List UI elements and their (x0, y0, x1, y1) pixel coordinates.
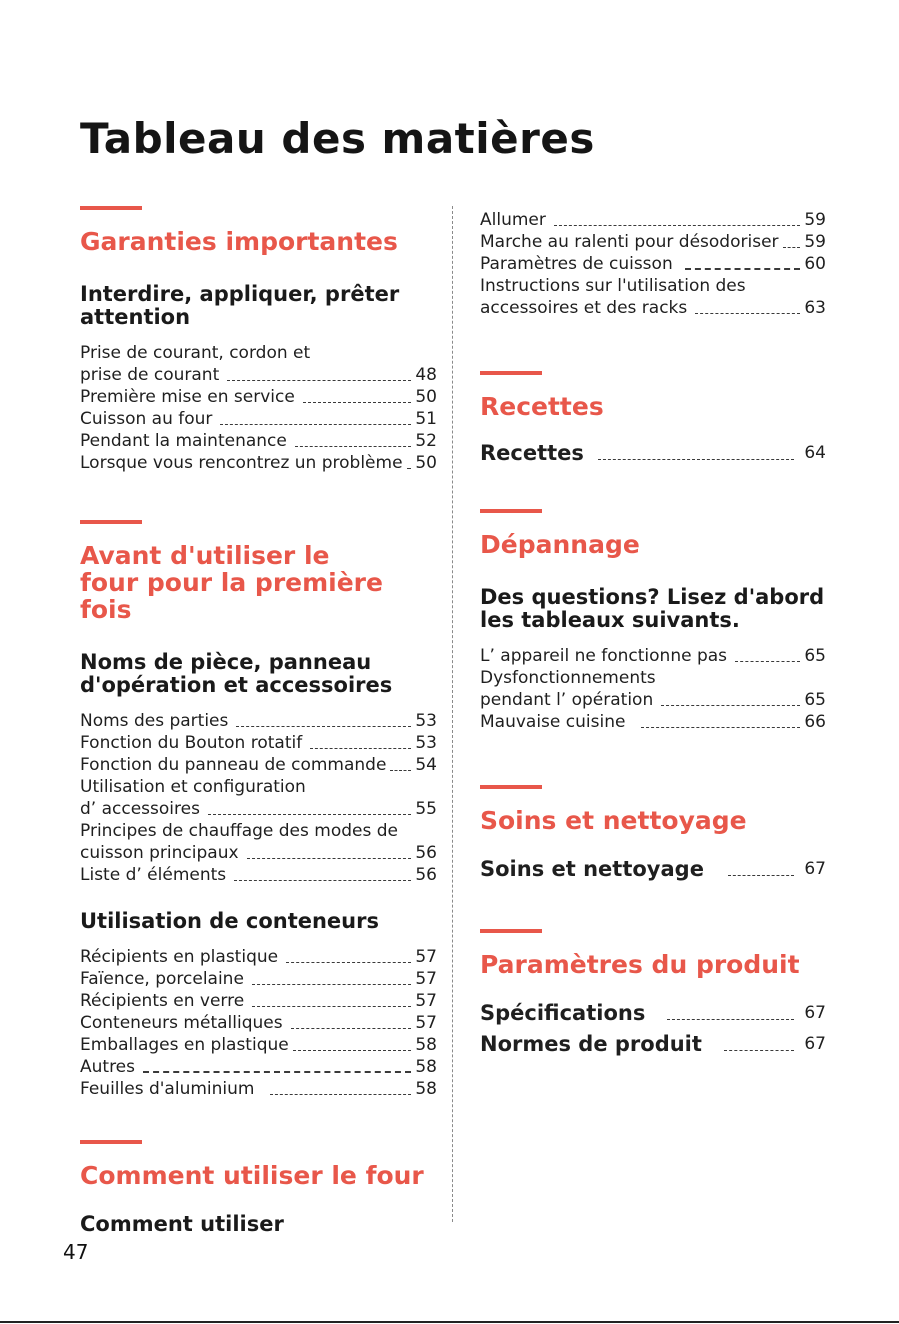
leader-dots (390, 770, 411, 771)
leader-dots (735, 661, 800, 662)
toc-entry[interactable] (80, 732, 437, 754)
toc-entry-page: 67 (804, 1034, 826, 1054)
toc-entry-label: Feuilles d'aluminium (80, 1079, 255, 1099)
toc-entry-page: 65 (804, 690, 826, 710)
toc-entry-label: Cuisson au four (80, 409, 213, 429)
section-depannage (480, 509, 826, 733)
toc-entry[interactable] (480, 209, 826, 231)
toc-entry-label: Instructions sur l'utilisation des (480, 276, 746, 296)
toc-entry-label: Pendant la maintenance (80, 431, 287, 451)
toc-entry-page: 66 (804, 712, 826, 732)
toc-entry-label: Autres (80, 1057, 136, 1077)
toc-entry[interactable] (480, 297, 826, 319)
section-accent-bar (80, 520, 142, 524)
toc-entry-label: Soins et nettoyage (480, 857, 704, 881)
leader-dots (407, 468, 412, 469)
toc-entry-page: 67 (804, 859, 826, 879)
toc-entry[interactable] (80, 1034, 437, 1056)
leader-dots (598, 459, 794, 460)
toc-entry[interactable] (80, 968, 437, 990)
subsection-title: Utilisation de conteneurs (80, 909, 379, 933)
continued-entries (480, 206, 826, 319)
subsection-title: Noms de pièce, panneau d'opération et accessoires (80, 650, 393, 697)
section-title: Dépannage (480, 530, 640, 559)
section-parametres (480, 929, 826, 1060)
toc-entry-page: 54 (415, 755, 437, 775)
toc-entry[interactable] (480, 275, 826, 297)
toc-entry[interactable] (480, 253, 826, 275)
toc-entry[interactable] (80, 776, 437, 798)
toc-entry-label: Conteneurs métalliques (80, 1013, 283, 1033)
leader-dots (783, 247, 801, 248)
leader-dots (208, 814, 411, 815)
leader-dots (641, 727, 800, 728)
toc-entry-label: Normes de produit (480, 1032, 702, 1056)
toc-entry-page: 51 (415, 409, 437, 429)
section-recettes (480, 371, 826, 469)
leader-dots (293, 1050, 412, 1051)
toc-entry[interactable] (80, 864, 437, 886)
toc-entry-label: Fonction du Bouton rotatif (80, 733, 303, 753)
toc-entry-page: 52 (415, 431, 437, 451)
leader-dots (554, 225, 801, 226)
toc-entry-page: 59 (804, 210, 826, 230)
leader-dots (695, 313, 800, 314)
leader-dots (724, 1050, 794, 1051)
toc-entry-page: 63 (804, 298, 826, 318)
section-accent-bar (80, 206, 142, 210)
toc-entry-page: 57 (415, 1013, 437, 1033)
toc-entry[interactable] (80, 820, 437, 842)
toc-entry-label: Emballages en plastique (80, 1035, 289, 1055)
toc-entry[interactable] (480, 438, 826, 469)
toc-entry-label: Recettes (480, 441, 584, 465)
left-column (80, 206, 437, 1249)
toc-entry-label: Faïence, porcelaine (80, 969, 244, 989)
right-column (480, 206, 826, 1060)
toc-entry[interactable] (480, 711, 826, 733)
section-title: Soins et nettoyage (480, 806, 747, 835)
leader-dots (667, 1019, 794, 1020)
toc-entry-page: 56 (415, 843, 437, 863)
bottom-rule (0, 1321, 899, 1323)
toc-entry[interactable] (80, 1078, 437, 1100)
leader-dots (234, 880, 411, 881)
section-garanties (80, 206, 437, 474)
subsection-title: Des questions? Lisez d'abord les tableaux suivants. (480, 585, 825, 632)
toc-entry-label: Utilisation et configuration (80, 777, 306, 797)
toc-entry[interactable] (80, 754, 437, 776)
page-title: Tableau des matières (80, 114, 595, 163)
toc-entry-page: 56 (415, 865, 437, 885)
toc-entry[interactable] (80, 408, 437, 430)
toc-entry[interactable] (80, 364, 437, 386)
section-title: Garanties importantes (80, 227, 398, 256)
leader-dots (291, 1028, 412, 1029)
toc-entry[interactable] (480, 998, 826, 1029)
leader-dots (270, 1094, 411, 1095)
toc-entry-label: Mauvaise cuisine (480, 712, 626, 732)
toc-entry-label: Allumer (480, 210, 546, 230)
toc-entry[interactable] (480, 854, 826, 885)
toc-entry-label: Principes de chauffage des modes de (80, 821, 399, 841)
leader-dots (220, 424, 411, 425)
toc-entry-label: Noms des parties (80, 711, 229, 731)
toc-entry-label: Paramètres de cuisson (480, 254, 673, 274)
toc-entry-label: Fonction du panneau de commande (80, 755, 387, 775)
page-number: 47 (63, 1240, 89, 1264)
toc-entry-page: 50 (415, 453, 437, 473)
column-divider (452, 206, 453, 1222)
toc-entry-page: 50 (415, 387, 437, 407)
toc-entry[interactable] (80, 386, 437, 408)
section-accent-bar (480, 509, 542, 513)
toc-entry-page: 58 (415, 1057, 437, 1077)
leader-dots (310, 748, 411, 749)
subsection-title: Comment utiliser (80, 1212, 284, 1236)
toc-entry-page: 55 (415, 799, 437, 819)
section-accent-bar (80, 1140, 142, 1144)
leader-dots (252, 1006, 411, 1007)
toc-entry-label: Première mise en service (80, 387, 295, 407)
toc-entry-page: 64 (804, 443, 826, 463)
section-title: Recettes (480, 392, 604, 421)
toc-entry-page: 53 (415, 711, 437, 731)
toc-entry[interactable] (80, 946, 437, 968)
toc-entry[interactable] (80, 452, 437, 474)
toc-entry-page: 65 (804, 646, 826, 666)
toc-entry-label: Récipients en verre (80, 991, 245, 1011)
toc-entry-label: prise de courant (80, 365, 220, 385)
toc-entry-page: 59 (804, 232, 826, 252)
leader-dots (227, 380, 411, 381)
section-title: Paramètres du produit (480, 950, 800, 979)
leader-dots (685, 268, 801, 270)
section-accent-bar (480, 371, 542, 375)
toc-entry-label: Marche au ralenti pour désodoriser (480, 232, 779, 252)
toc-entry-label: Lorsque vous rencontrez un problème (80, 453, 403, 473)
toc-entry-label: Récipients en plastique (80, 947, 279, 967)
toc-entry[interactable] (80, 430, 437, 452)
toc-entry[interactable] (480, 645, 826, 667)
toc-entry[interactable] (80, 990, 437, 1012)
toc-entry[interactable] (80, 798, 437, 820)
toc-entry-page: 58 (415, 1079, 437, 1099)
toc-entry[interactable] (80, 342, 437, 364)
toc-entry-label: cuisson principaux (80, 843, 239, 863)
leader-dots (247, 858, 412, 859)
section-title: Avant d'utiliser le four pour la première fois (80, 541, 383, 624)
section-accent-bar (480, 785, 542, 789)
leader-dots (728, 875, 794, 876)
toc-entry[interactable] (480, 689, 826, 711)
toc-entry-page: 53 (415, 733, 437, 753)
toc-entry-page: 67 (804, 1003, 826, 1023)
toc-entry-label: accessoires et des racks (480, 298, 688, 318)
section-title: Comment utiliser le four (80, 1161, 424, 1190)
leader-dots (286, 962, 411, 963)
leader-dots (295, 446, 412, 447)
leader-dots (252, 984, 411, 985)
toc-entry[interactable] (480, 1029, 826, 1060)
toc-entry[interactable] (480, 667, 826, 689)
toc-entry[interactable] (80, 842, 437, 864)
section-accent-bar (480, 929, 542, 933)
section-avant-utiliser (80, 520, 437, 1100)
toc-entry-page: 57 (415, 991, 437, 1011)
toc-entry-label: pendant l’ opération (480, 690, 654, 710)
toc-entry-label: L’ appareil ne fonctionne pas (480, 646, 728, 666)
leader-dots (236, 726, 411, 727)
leader-dots (303, 402, 412, 403)
toc-entry-page: 48 (415, 365, 437, 385)
toc-entry[interactable] (80, 1056, 437, 1078)
toc-entry-label: Dysfonctionnements (480, 668, 656, 688)
section-soins (480, 785, 826, 885)
toc-entry[interactable] (80, 710, 437, 732)
toc-entry-label: Liste d’ éléments (80, 865, 227, 885)
section-comment-utiliser (80, 1140, 437, 1236)
toc-entry-page: 58 (415, 1035, 437, 1055)
leader-dots (143, 1071, 411, 1073)
subsection-title: Interdire, appliquer, prêter attention (80, 282, 400, 329)
toc-entry-page: 57 (415, 947, 437, 967)
toc-entry-page: 60 (804, 254, 826, 274)
toc-entry-page: 57 (415, 969, 437, 989)
toc-entry-label: d’ accessoires (80, 799, 200, 819)
leader-dots (661, 705, 800, 706)
toc-entry-label: Prise de courant, cordon et (80, 343, 311, 363)
toc-entry-label: Spécifications (480, 1001, 646, 1025)
toc-entry[interactable] (80, 1012, 437, 1034)
toc-entry[interactable] (480, 231, 826, 253)
